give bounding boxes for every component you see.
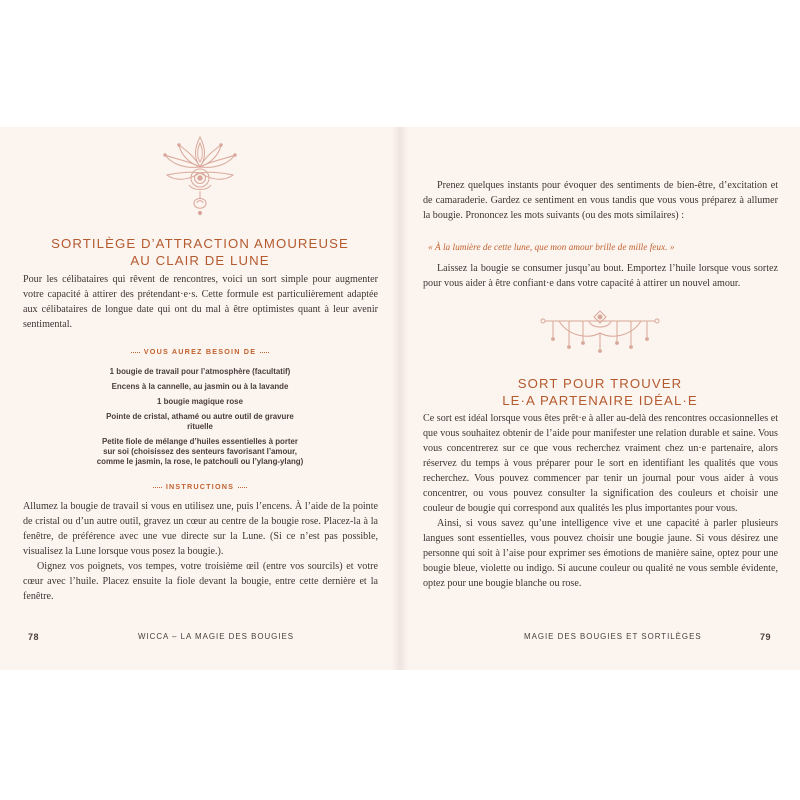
instructions-paragraph-1: Allumez la bougie de travail si vous en utilisez une, puis l’encens. À l’aide de la pointe de cristal ou d’un autre outil, gravez un cœur au centre de la bougie rose. Placez-la à la fenêtre, de préférence avec une vue directe sur la Lune. (Si ce n’est pas possible, visualisez la Lune lorsque vous posez la bougie.). bbox=[23, 501, 378, 557]
intro-paragraph bbox=[23, 272, 378, 332]
right-spell-text bbox=[423, 411, 778, 591]
right-paragraph-3: Ce sort est idéal lorsque vous êtes prêt·e à aller au-delà des rencontres occasionnelles et que vous souhaitez obtenir de l’aide pour manifester une relation durable et saine. Vous vous concentrerez sur ce que vous recherchez vraiment chez un·e partenaire, alors réservez du temps à vous préparer pour le sort en identifiant les qualités que vous recherchez. Vous pouvez commencer par tenir un journal pour vous aider à vous concentrer, ou vous pouvez consulter la signification des couleurs et choisir une couleur de bougie qui correspond aux qualités les plus importantes pour vous. bbox=[423, 413, 778, 514]
supply-item: Pointe de cristal, athamé ou autre outil de gravure rituelle bbox=[106, 412, 294, 431]
right-paragraph-1: Prenez quelques instants pour évoquer des sentiments de bien-être, d’excitation et de camaraderie. Gardez ce sentiment en vous tandis que vous vous préparez à allumer la bougie. Prononcez les mots suivants (ou des mots similaires) : bbox=[423, 180, 778, 221]
instructions-heading bbox=[0, 482, 400, 491]
right-intro-text bbox=[423, 178, 778, 223]
supply-item: Encens à la cannelle, au jasmin ou à la lavande bbox=[111, 382, 289, 391]
incantation-quote: « À la lumière de cette lune, que mon amour brille de mille feux. » bbox=[428, 243, 675, 253]
supply-item: Petite fiole de mélange d’huiles essentielles à porter sur soi (choisissez des senteurs favorisant l’amour, comme le jasmin, la rose, le patchouli ou l’ylang-ylang) bbox=[96, 437, 304, 466]
needs-heading-text: VOUS AUREZ BESOIN DE bbox=[143, 347, 257, 356]
running-head-left: WICCA – LA MAGIE DES BOUGIES bbox=[138, 632, 295, 641]
hanging-ornament-icon bbox=[539, 309, 661, 353]
spell2-title-line2: LE·A PARTENAIRE IDÉAL·E bbox=[502, 393, 698, 408]
instructions-heading-text: INSTRUCTIONS bbox=[165, 482, 235, 491]
right-closing-text bbox=[423, 261, 778, 291]
spell2-title-line1: SORT POUR TROUVER bbox=[517, 376, 683, 391]
lotus-ornament-icon bbox=[159, 133, 241, 219]
instructions-paragraph-2: Oignez vos poignets, vos tempes, votre troisième œil (entre vos sourcils) et votre cœur avec l’huile. Placez ensuite la fiole devant la bougie, entre cette dernière et la fenêtre. bbox=[23, 561, 378, 602]
needs-heading bbox=[0, 347, 400, 356]
running-head-right: MAGIE DES BOUGIES ET SORTILÈGES bbox=[524, 632, 702, 641]
supply-item: 1 bougie magique rose bbox=[157, 397, 243, 406]
spell-title-line1: SORTILÈGE D’ATTRACTION AMOUREUSE bbox=[51, 236, 349, 251]
instructions-text bbox=[23, 499, 378, 604]
page-number-right: 79 bbox=[760, 632, 772, 642]
page-number-left: 78 bbox=[28, 632, 40, 642]
spell-title-line2: AU CLAIR DE LUNE bbox=[130, 253, 270, 268]
right-paragraph-2: Laissez la bougie se consumer jusqu’au bout. Emportez l’huile lorsque vous sortez pour vous aider à être confiant·e dans votre capacité à attirer un nouvel amour. bbox=[423, 263, 778, 289]
supplies-list bbox=[95, 367, 305, 472]
supply-item: 1 bougie de travail pour l’atmosphère (facultatif) bbox=[109, 367, 291, 376]
right-paragraph-4: Ainsi, si vous savez qu’une intelligence vive et une capacité à parler plusieurs langues sont essentielles, vous pouvez choisir une bougie jaune. Si vous désirez une personne qui soit à l’aise pour exprimer ses émotions de manière saine, optez pour une bougie bleue, violette ou indigo. Si aucune couleur ou qualité ne vous semble évidente, optez pour une bougie blanche ou rose. bbox=[423, 518, 778, 589]
intro-text: Pour les célibataires qui rêvent de rencontres, voici un sort simple pour augmenter votre capacité à attirer des prétendant·e·s. Cette formule est particulièrement adaptée aux célibataires de longue date qui ont du mal à être optimistes quant à leur avenir sentimental. bbox=[23, 274, 378, 330]
